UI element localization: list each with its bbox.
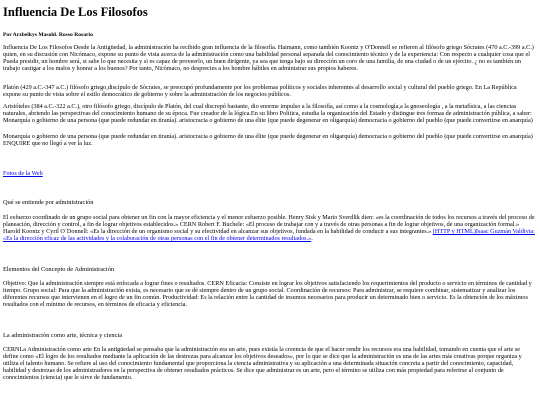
page-title: Influencia De Los Filosofos [3,5,148,19]
section-paragraph-elementos: Objetivo: Que la administración siempre está enfocada a lograr fines o resultados. CERN Eficacia: Consiste en lograr los objetivos satisfaciendo los requerimientos del producto o servicio en términos de cantidad y tiempo. Grupo social: Para que la administración exista, es necesario que se dé siempre dentro de un grupo social. Coordinación de recursos: Para administrar, se requiere combinar, sistematizar y analizar los diferentes recursos que intervienen en el logro de un fin común. Productividad: Es la relación entre la cantidad de insumos necesarios para producir un determinado bien o servicio. Es la obtención de los máximos resultados con el mínimo de recursos, en términos de eficacia y eficiencia. [3,280,532,308]
section-paragraph-arte: CERNLa Administración como arte En la antigüedad se pensaba que la administración era un arte, pues existía la creencia de que el hacer rendir los recursos era una habilidad, tomando en cuenta que el arte se define como «El logro de los resultados mediante la aplicación de las destrezas para alcanzar los objetivos deseados», por lo que se dice que la administración es una de las artes más creativas porque organiza y utiliza el talento humano. Se refiere al uso del conocimiento fundamental que proporciona la ciencia administrativa y su aplicación a una determinada situación concreta a partir del conocimiento, capacidad, habilidad y destrezas de los administradores en la perspectiva de obtener resultados prácticos. Se dice que administrar es un arte, pero el término se utiliza con más propiedad para referirse al conjunto de conocimientos (ciencia) que le sirve de fundamento. [3,346,522,381]
photos-link-row [3,170,536,177]
section-heading-administracion: Qué se entiende por administración [3,199,94,206]
section-text-administracion: El esfuerzo coordinado de un grupo social para obtener un fin con la mayor eficiencia y el menor esfuerzo posible. Henry Sisk y Mario Sverdlik dien: «es la coordinación de todos los recursos a través del proceso de planeación, dirección y control, a fin de lograr objetivos establecidos.» CERN Robert F. Buchele: «El proceso de trabajar con y a través de otras personas a fin de lograr objetivos, de una organización formal.» Harold Koontz y Cyril O´Donnell: «Es la dirección de un organismo social y su efectividad en alcanzar sus objetivos, fundada en la habilidad de conducir a sus integrantes.» [3,214,535,235]
citation-link[interactable]: (HTTP y HTML)Isaac Guzmán Valdivia: «Es la dirección eficaz de las actividades y la colaboración de otras personas con el fin de obtener determinados resultados.» [3,228,535,242]
author-line: Por Arzbelkys Masold. Rosso Rosario [3,32,93,38]
section-heading-elementos: Elementos del Concepto de Administración [3,266,115,273]
intro-paragraph-2: Platón (429 a.C.-347 a.C.) filósofo griego,discípulo de Sócrates, se preocupó profundamente por los problemas políticos y sociales inherentes al desarrollo social y cultural del pueblo griego. En La República expone su punto de vista sobre el estilo democrático de gobierno y sobre la administración de los negocios públicos. [3,84,517,98]
section-paragraph-administracion [3,214,536,242]
photos-link[interactable]: Fotos de la Web [3,170,43,177]
section-heading-arte: La administración como arte, técnica y ciencia [3,332,123,339]
intro-paragraph-4: Monarquía o gobierno de una persona (que puede redundar en tiranía). aristocracia o gobierno de una élite (que puede degenerar en oligarquía) democracia o gobierno del pueblo (que puede convertirse en anarquía) ENQUIRE que no llegó a ver la luz. [3,133,533,147]
section-trailing-text: . [311,235,313,242]
intro-paragraph-3: Aristóteles (384 a.C.-322 a.C.), otro filósofo griego, discípulo de Platón, del cual discrepó bastante, dio enorme impulso a la filosofía, así como a la cosmología,a la gnoseología , a la metafísica, a las ciencias naturales, abriendo las perspectivas del conocimiento humano de su época. Fue creador de la lógica.En su libro Política, estudia la organización del Estado y distingue tres formas de administración pública, a saber: Monarquía o gobierno de una persona (que puede redundar en tiranía). aristocracia o gobierno de una élite (que puede degenerar en oligarquía) democracia o gobierno del pueblo (que puede convertirse en anarquía) [3,103,533,124]
intro-paragraph-1: Influencia De Los Filosofos Desde la Antigüedad, la administración ha recibido gran influencia de la filosofía. Haimann, como también Koontz y O'Donnell se refieren al filósofo griego Sócrates (470 a.C.-399 a.C.) quien, en su discusión con Nicómaco, expone su punto de vista acerca de la administración como una habilidad personal separada del conocimiento técnico y de la experiencia: Con respecto a cualquier cosa que el Pueda presidir, un hombre será, si sabe lo que necesita y si es capaz de proveerlo, un buen dirigente, ya sea que tenga bajo su dirección un coro de una familia, de una ciudad o de un ejército. ¿ no es también un trabajo castigar a los malos y honrar a los buenos? Por tanto, Nicómaco, no desprecies a los hombre hábiles en administrar sus propios haberes. [3,44,534,72]
